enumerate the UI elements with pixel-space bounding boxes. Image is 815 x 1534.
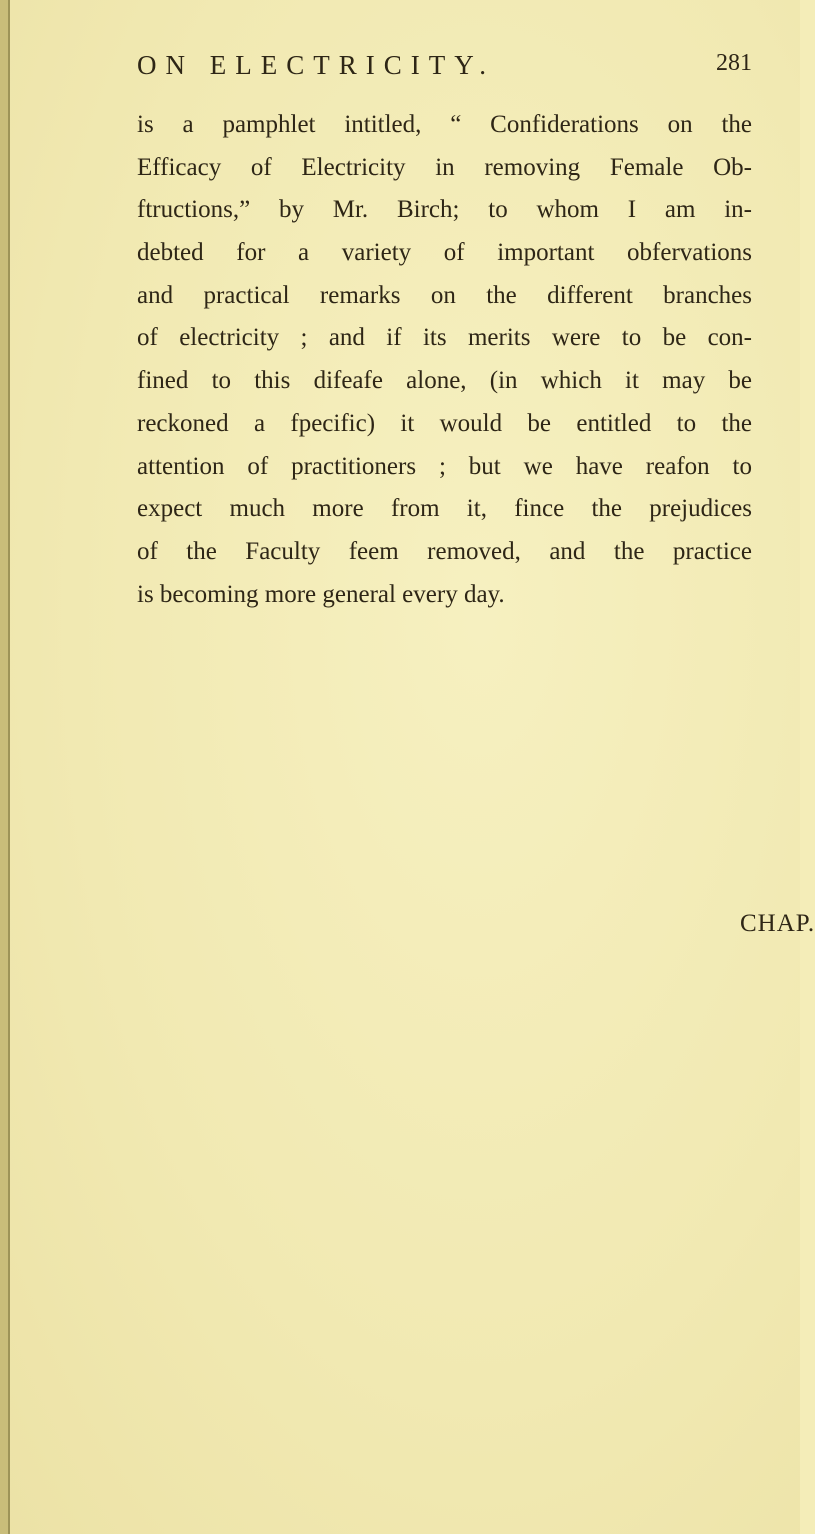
text-line: is a pamphlet intitled, “ Confiderations on the (137, 111, 752, 138)
page-binding-edge (0, 0, 8, 1534)
body-text (137, 104, 752, 616)
page-header (137, 50, 752, 90)
text-line: reckoned a fpecific) it would be entitled to the (137, 409, 752, 437)
catchword: CHAP. (740, 910, 815, 937)
text-line: and practical remarks on the different branches (137, 281, 752, 309)
text-line: of electricity ; and if its merits were to be con- (137, 324, 752, 352)
text-line: of the Faculty feem removed, and the practice (137, 537, 752, 565)
text-line: attention of practitioners ; but we have reafon to (137, 452, 752, 480)
text-line: debted for a variety of important obfervations (137, 239, 752, 267)
text-line: fined to this difeafe alone, (in which it may be (137, 367, 752, 395)
text-line: ftructions,” by Mr. Birch; to whom I am in- (137, 196, 752, 224)
page-binding-shadow (8, 0, 10, 1534)
running-title: ON ELECTRICITY. (137, 50, 495, 80)
page-number: 281 (716, 50, 752, 76)
text-line: expect much more from it, fince the prejudices (137, 495, 752, 523)
text-line: Efficacy of Electricity in removing Female Ob- (137, 153, 752, 181)
text-line: is becoming more general every day. (137, 580, 505, 608)
